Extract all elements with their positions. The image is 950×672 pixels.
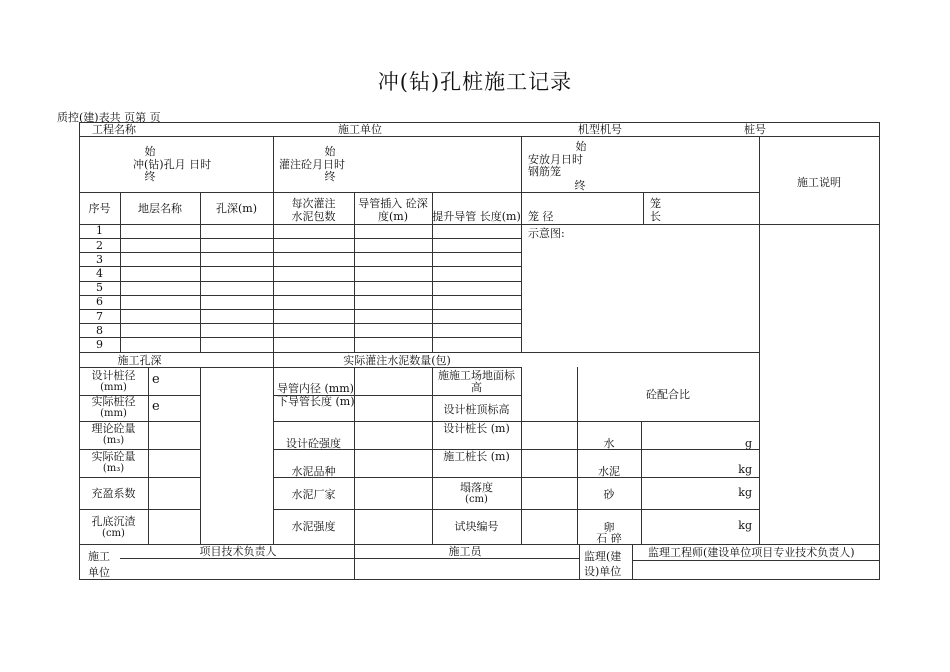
project-name-label: 工程名称 (92, 123, 136, 136)
lift-pipe-header: 提升导管 长度(m) (432, 210, 521, 223)
supervisor-unit-label-2: 设)单位 (584, 565, 622, 578)
row-number: 8 (96, 324, 103, 337)
cage-label: 钢筋笼 (528, 165, 561, 178)
cement-maker-label: 水泥厂家 (291, 488, 336, 501)
cement-mix-label: 水泥 (598, 465, 620, 478)
depth-header: 孔深(m) (215, 202, 257, 215)
cement-qty-header: 实际灌注水泥数量(包) (343, 354, 451, 367)
row-number: 3 (96, 253, 103, 266)
gravel-unit: kg (738, 519, 752, 532)
drill-end-label: 终 (144, 170, 156, 183)
design-diameter-unit: (mm) (100, 382, 127, 393)
cement-unit: kg (738, 463, 752, 476)
drill-time-label: 冲(钻)孔月 日时 (133, 158, 212, 171)
row-number: 7 (96, 310, 103, 323)
pipe-depth-header-line1: 导管插入 砼深 (358, 197, 428, 210)
machine-no-label: 机型机号 (578, 123, 622, 136)
ground-elevation-label-2: 高 (471, 381, 482, 394)
lower-pipe-length-label: 下导管长度 (m) (277, 395, 355, 408)
built-length-label: 施工桩长 (m) (443, 450, 510, 463)
drill-start-label: 始 (144, 145, 156, 158)
pour-end-label: 终 (324, 170, 336, 183)
sediment-unit: (cm) (102, 528, 125, 539)
row-number: 1 (96, 224, 103, 237)
cage-length-header-line1: 笼 (650, 197, 661, 210)
row-number: 2 (96, 239, 103, 252)
builder-unit-label: 施工 (88, 550, 110, 563)
theory-volume-label: 理论砼量 (91, 422, 136, 435)
cement-header-line2: 水泥包数 (291, 210, 336, 223)
construction-unit-label: 施工单位 (338, 123, 382, 136)
row-number: 9 (96, 338, 103, 351)
mix-ratio-label: 砼配合比 (646, 388, 690, 401)
actual-diameter-unit: (mm) (100, 408, 127, 419)
cement-strength-label: 水泥强度 (291, 520, 336, 533)
pour-start-label: 始 (324, 145, 336, 158)
diagram-label: 示意图: (528, 227, 565, 240)
ground-elevation-label: 施施工场地面标 (438, 369, 515, 382)
sediment-label: 孔底沉渣 (91, 515, 136, 528)
builder-unit-label-2: 单位 (88, 566, 110, 579)
fill-factor-label: 充盈系数 (91, 487, 136, 500)
slump-unit: (cm) (465, 494, 488, 505)
cage-length-header-line2: 长 (650, 210, 661, 223)
cement-header-line1: 每次灌注 (291, 197, 336, 210)
seq-header: 序号 (88, 202, 111, 215)
row-number: 6 (96, 295, 103, 308)
document-title: 冲(钻)孔桩施工记录 (377, 70, 573, 94)
worker-label: 施工员 (448, 545, 482, 558)
slump-label: 塌落度 (460, 481, 493, 494)
supervisor-unit-label: 监理(建 (584, 550, 622, 563)
water-unit: g (744, 437, 752, 450)
water-label: 水 (603, 437, 615, 450)
cage-diameter-header: 笼 径 (528, 210, 554, 223)
actual-diameter-label: 实际桩径 (91, 395, 136, 408)
specimen-no-label: 试块编号 (454, 520, 499, 533)
theory-volume-unit: (m₃) (102, 435, 125, 446)
cage-start-label: 始 (575, 140, 587, 153)
supervising-engineer-label: 监理工程师(建设单位项目专业技术负责人) (648, 546, 855, 559)
construction-notes-label: 施工说明 (797, 176, 841, 189)
design-diameter-value: e (152, 372, 160, 387)
pour-time-label: 灌注砼月日时 (279, 158, 345, 171)
gravel-label-2: 石 碎 (596, 532, 622, 545)
sand-unit: kg (738, 486, 752, 499)
pipe-inner-diameter-label: 导管内径 (mm) (277, 382, 354, 395)
cage-end-label: 终 (574, 179, 586, 192)
gravel-label: 卵 (603, 521, 615, 534)
top-elevation-label: 设计桩顶标高 (443, 403, 510, 416)
actual-volume-unit: (m₃) (102, 463, 125, 474)
stratum-header: 地层名称 (138, 202, 182, 215)
cage-time-label: 安放月日时 (528, 153, 583, 166)
design-strength-label: 设计砼强度 (286, 437, 341, 450)
tech-lead-label: 项目技术负责人 (199, 545, 277, 558)
pipe-depth-header-line2: 度(m) (377, 210, 408, 223)
actual-diameter-value: e (152, 399, 160, 414)
sand-label: 砂 (603, 488, 615, 501)
cement-type-label: 水泥品种 (291, 465, 336, 478)
hole-depth-header: 施工孔深 (117, 354, 162, 367)
row-number: 4 (96, 267, 103, 280)
form-meta-line: 质控(建)表共 页第 页 (57, 111, 161, 124)
row-number: 5 (96, 281, 103, 294)
design-diameter-label: 设计桩径 (91, 369, 136, 382)
design-length-label: 设计桩长 (m) (443, 422, 510, 435)
pile-no-label: 桩号 (744, 123, 766, 136)
actual-volume-label: 实际砼量 (91, 450, 136, 463)
